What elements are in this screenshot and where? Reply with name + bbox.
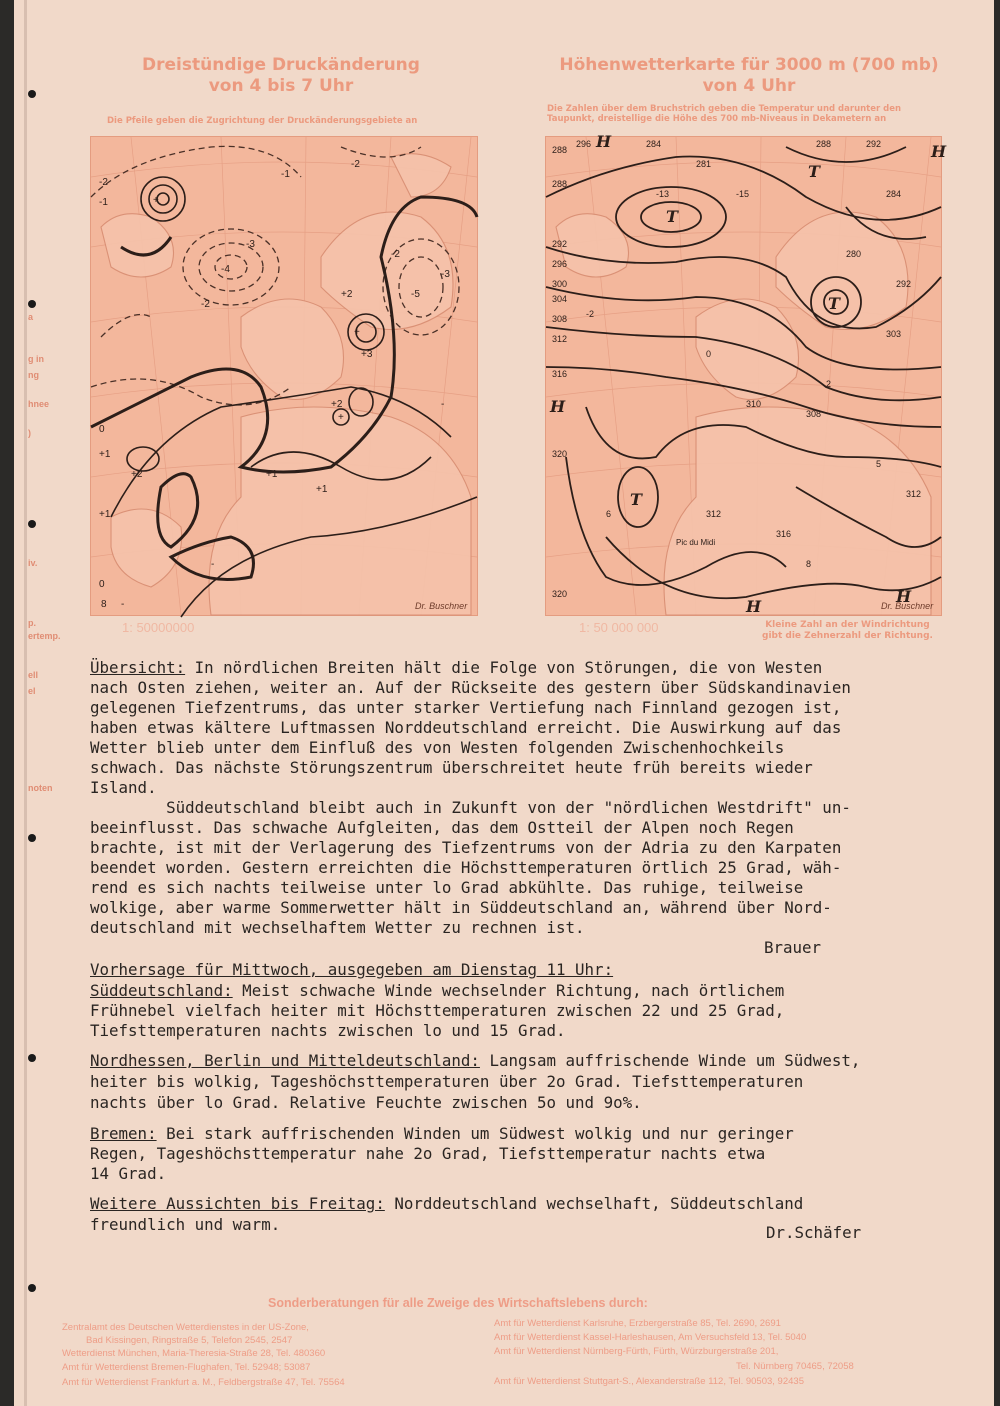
margin-fragment: ertemp.: [28, 631, 61, 641]
svg-text:-2: -2: [351, 159, 360, 170]
text-line: brachte, ist mit der Verlagerung des Tiefzentrums von der Adria zu den Karpaten: [90, 838, 842, 857]
svg-text:304: 304: [552, 294, 568, 304]
svg-text:288: 288: [552, 179, 568, 189]
svg-text:292: 292: [552, 239, 568, 249]
text-segment: Norddeutschland wechselhaft, Süddeutschland: [384, 1194, 804, 1213]
svg-text:-4: -4: [221, 264, 230, 275]
svg-text:+: +: [338, 412, 344, 423]
right-map-credit: Dr. Buschner: [881, 601, 934, 611]
svg-text:312: 312: [706, 509, 722, 519]
svg-text:320: 320: [552, 589, 568, 599]
text-line: beendet worden. Gestern erreichten die Höchsttemperaturen örtlich 25 Grad, wäh-: [90, 858, 842, 877]
right-map-subtitle: [547, 104, 901, 124]
low-symbol: T: [630, 490, 642, 509]
high-symbol: H: [596, 132, 612, 151]
text-line: gelegenen Tiefzentrums, das unter starker Vertiefung nach Finnland gezogen ist,: [90, 698, 842, 717]
svg-text:8: 8: [806, 559, 812, 569]
margin-fragment: ): [28, 428, 31, 438]
text-line: 14 Grad.: [90, 1164, 167, 1183]
low-symbol: T: [828, 294, 840, 313]
svg-text:0: 0: [706, 349, 712, 359]
right-map-title-line2: von 4 Uhr: [702, 76, 796, 96]
margin-fragment: noten: [28, 783, 53, 793]
text-line: deutschland mit wechselhaftem Wetter zu rechnen ist.: [90, 918, 585, 937]
svg-text:-15: -15: [736, 189, 750, 199]
right-map-title-line1: Höhenwetterkarte für 3000 m (700 mb): [559, 55, 939, 75]
svg-text:-2: -2: [201, 299, 210, 310]
svg-text:-1: -1: [99, 197, 108, 208]
margin-fragment: a: [28, 312, 34, 322]
text-line: nachts über lo Grad. Relative Feuchte zwischen 5o und 9o%.: [90, 1093, 642, 1112]
high-symbol: H: [896, 587, 912, 606]
svg-text:+2: +2: [341, 289, 353, 300]
region-heading-nordhessen: Nordhessen, Berlin und Mitteldeutschland:: [90, 1051, 480, 1070]
footer-heading: Sonderberatungen für alle Zweige des Wirtschaftslebens durch:: [268, 1296, 648, 1310]
svg-text:281: 281: [696, 159, 712, 169]
text-segment: Bei stark auffrischenden Winden um Südwest wolkig und nur geringer: [156, 1124, 794, 1143]
svg-text:-: -: [441, 399, 445, 410]
footer-left-line: Amt für Wetterdienst Frankfurt a. M., Feldbergstraße 47, Tel. 75564: [62, 1377, 345, 1388]
footer-left-line: Bad Kissingen, Ringstraße 5, Telefon 2545, 2547: [86, 1335, 293, 1346]
svg-text:303: 303: [886, 329, 902, 339]
footer-right-line: Amt für Wetterdienst Kassel-Harleshausen, Am Versuchsfeld 13, Tel. 5040: [494, 1332, 807, 1343]
pressure-change-map: [90, 136, 478, 616]
svg-text:280: 280: [846, 249, 862, 259]
svg-text:+: +: [153, 195, 159, 206]
svg-text:316: 316: [552, 369, 568, 379]
svg-text:-2: -2: [99, 177, 108, 188]
svg-text:+2: +2: [131, 469, 143, 480]
svg-text:308: 308: [552, 314, 568, 324]
region-heading-bremen: Bremen:: [90, 1124, 157, 1143]
high-symbol: H: [746, 597, 762, 616]
right-map-note-line1: Kleine Zahl an der Windrichtung: [765, 620, 930, 630]
svg-text:-2: -2: [586, 309, 595, 319]
punch-hole: [28, 1284, 36, 1292]
text-line: wolkige, aber warme Sommerwetter hält in Süddeutschland an, während über Nord-: [90, 898, 832, 917]
svg-text:300: 300: [552, 279, 568, 289]
left-map-credit: Dr. Buschner: [415, 601, 468, 611]
svg-text:316: 316: [776, 529, 792, 539]
svg-text:296: 296: [552, 259, 568, 269]
text-line: schwach. Das nächste Störungszentrum überschreitet heute früh bereits wieder: [90, 758, 813, 777]
svg-text:-2: -2: [391, 249, 400, 260]
svg-text:+2: +2: [331, 399, 343, 410]
text-line: haben etwas kältere Luftmassen Norddeutschland erreicht. Die Auswirkung auf das: [90, 718, 842, 737]
punch-hole: [28, 834, 36, 842]
svg-text:-1: -1: [281, 169, 290, 180]
punch-hole: [28, 1054, 36, 1062]
svg-text:+: +: [354, 327, 360, 338]
footer-right-line: Amt für Wetterdienst Karlsruhe, Erzbergerstraße 85, Tel. 2690, 2691: [494, 1318, 781, 1329]
text-line: [90, 1194, 803, 1213]
upper-air-map: [545, 132, 947, 616]
svg-text:288: 288: [552, 145, 568, 155]
text-segment: In nördlichen Breiten hält die Folge von Störungen, die von Westen: [185, 658, 823, 677]
svg-text:284: 284: [646, 139, 662, 149]
upper-air-map-drawing: [546, 132, 947, 616]
margin-fragment: el: [28, 686, 36, 696]
signature-schaefer: Dr.Schäfer: [766, 1223, 862, 1242]
footer-right-line: Amt für Wetterdienst Nürnberg-Fürth, Fürth, Würzburgerstraße 201,: [494, 1346, 779, 1357]
margin-fragment: hnee: [28, 399, 50, 409]
left-map-title-line2: von 4 bis 7 Uhr: [208, 76, 354, 96]
margin-fragment: iv.: [28, 558, 38, 568]
footer-right-line: Tel. Nürnberg 70465, 72058: [736, 1361, 854, 1372]
right-map-scale: 1: 50 000 000: [579, 620, 659, 635]
text-line: beeinflusst. Das schwache Aufgleiten, das dem Ostteil der Alpen noch Regen: [90, 818, 794, 837]
svg-text:312: 312: [906, 489, 922, 499]
text-segment: Langsam auffrischende Winde um Südwest,: [479, 1051, 861, 1070]
svg-text:8: 8: [101, 599, 107, 610]
text-line: Wetter blieb unter dem Einfluß des von Westen folgenden Zwischenhochkeils: [90, 738, 785, 757]
svg-text:+1: +1: [316, 484, 328, 495]
svg-text:6: 6: [606, 509, 612, 519]
svg-text:308: 308: [806, 409, 822, 419]
svg-text:284: 284: [886, 189, 902, 199]
svg-text:+1: +1: [99, 509, 111, 520]
text-line: rend es sich nachts teilweise unter lo Grad abkühlte. Das ruhige, teilweise: [90, 878, 804, 897]
overview-heading: Übersicht:: [90, 658, 186, 677]
region-heading-sueddeutschland: Süddeutschland:: [90, 981, 233, 1000]
document-page: [14, 0, 994, 1406]
text-line: freundlich und warm.: [90, 1215, 281, 1234]
forecast-heading: Vorhersage für Mittwoch, ausgegeben am Dienstag 11 Uhr:: [90, 960, 614, 979]
svg-text:+1: +1: [266, 469, 278, 480]
svg-text:-3: -3: [246, 239, 255, 250]
svg-text:292: 292: [866, 139, 882, 149]
text-line: Süddeutschland bleibt auch in Zukunft von der "nördlichen Westdrift" un-: [90, 798, 851, 817]
svg-text:-: -: [121, 599, 125, 610]
outlook-heading: Weitere Aussichten bis Freitag:: [90, 1194, 385, 1213]
svg-text:296: 296: [576, 139, 592, 149]
place-label: Pic du Midi: [676, 538, 716, 547]
left-map-scale: 1: 50000000: [122, 620, 195, 635]
svg-text:+1: +1: [99, 449, 111, 460]
svg-text:288: 288: [816, 139, 832, 149]
svg-text:0: 0: [99, 424, 105, 435]
low-symbol: T: [666, 207, 678, 226]
margin-fragment: ell: [28, 670, 39, 680]
svg-text:5: 5: [876, 459, 882, 469]
footer-left-line: Amt für Wetterdienst Bremen-Flughafen, Tel. 52948; 53087: [62, 1362, 311, 1373]
left-map-title: [109, 55, 453, 97]
left-map-subtitle: Die Pfeile geben die Zugrichtung der Druckänderungsgebiete an: [107, 116, 418, 126]
text-line: [90, 1124, 794, 1143]
high-symbol: H: [931, 142, 947, 161]
high-symbol: H: [550, 397, 566, 416]
text-line: [90, 1051, 860, 1070]
svg-text:320: 320: [552, 449, 568, 459]
text-segment: Meist schwache Winde wechselnder Richtung, nach örtlichem: [232, 981, 785, 1000]
right-map-subtitle-line2: Taupunkt, dreistellige die Höhe des 700 mb-Niveaus in Dekametern an: [547, 114, 887, 124]
svg-text:0: 0: [99, 579, 105, 590]
footer-left-line: Wetterdienst München, Maria-Theresia-Straße 28, Tel. 480360: [62, 1348, 326, 1359]
svg-text:+3: +3: [361, 349, 373, 360]
svg-text:-5: -5: [411, 289, 420, 300]
text-line: [90, 981, 784, 1000]
text-line: heiter bis wolkig, Tageshöchsttemperaturen über 2o Grad. Tiefsttemperaturen: [90, 1072, 804, 1091]
svg-text:-13: -13: [656, 189, 670, 199]
margin-fragment: ng: [28, 370, 39, 380]
svg-text:310: 310: [746, 399, 762, 409]
right-map-note: [762, 620, 933, 642]
footer-left-line: Zentralamt des Deutschen Wetterdienstes in der US-Zone,: [62, 1322, 309, 1333]
right-map-subtitle-line1: Die Zahlen über dem Bruchstrich geben die Temperatur und darunter den: [547, 104, 902, 114]
left-map-title-line1: Dreistündige Druckänderung: [142, 55, 420, 75]
text-line: Frühnebel vielfach heiter mit Höchsttemperaturen zwischen 22 und 25 Grad,: [90, 1001, 785, 1020]
pressure-change-map-drawing: [91, 137, 477, 615]
svg-text:292: 292: [896, 279, 912, 289]
margin-fragment: g in: [28, 354, 44, 364]
footer-right-line: Amt für Wetterdienst Stuttgart-S., Alexanderstraße 112, Tel. 90503, 92435: [494, 1376, 804, 1387]
text-line: Tiefsttemperaturen nachts zwischen lo und 15 Grad.: [90, 1021, 566, 1040]
text-line: nach Osten ziehen, weiter an. Auf der Rückseite des gestern über Südskandinavien: [90, 678, 851, 697]
svg-text:312: 312: [552, 334, 568, 344]
svg-text:2: 2: [826, 379, 832, 389]
text-line: Regen, Tageshöchsttemperatur nahe 2o Grad, Tiefsttemperatur nachts etwa: [90, 1144, 766, 1163]
margin-fragment: p.: [28, 618, 36, 628]
text-line: [90, 658, 822, 677]
low-symbol: T: [808, 162, 820, 181]
svg-text:-3: -3: [441, 269, 450, 280]
right-map-title: [554, 55, 944, 97]
right-map-note-line2: gibt die Zehnerzahl der Richtung.: [762, 631, 933, 641]
signature-brauer: Brauer: [764, 938, 822, 957]
text-line: Island.: [90, 778, 157, 797]
svg-text:-: -: [211, 559, 215, 570]
